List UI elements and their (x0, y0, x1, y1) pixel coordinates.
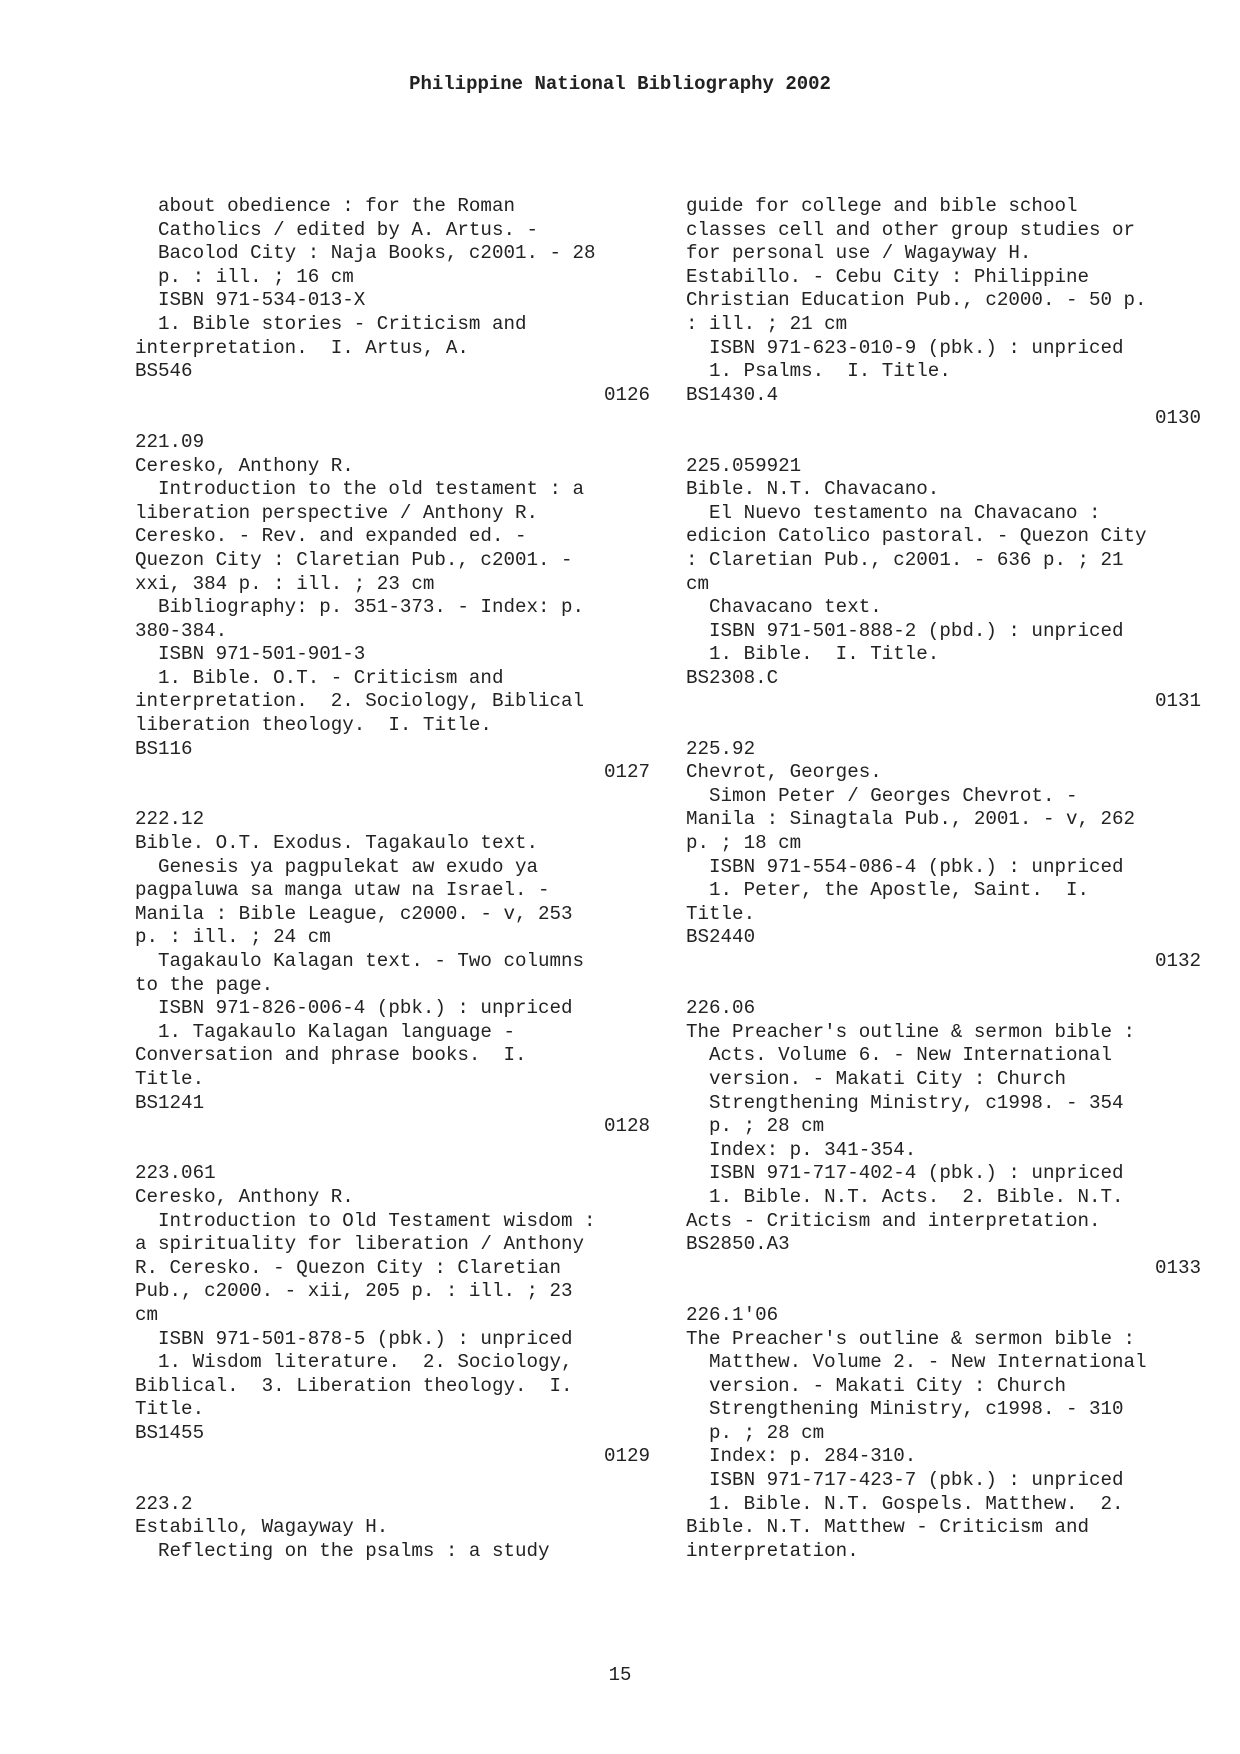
entry-text-line: 221.09 (135, 430, 205, 453)
entry-text-line: Conversation and phrase books. I. (135, 1044, 527, 1067)
entry-text-line: BS116 (135, 737, 193, 760)
entry-text-line: BS1241 (135, 1091, 205, 1114)
entry-text-line: El Nuevo testamento na Chavacano : (686, 501, 1101, 524)
entry-text-line: ISBN 971-554-086-4 (pbk.) : unpriced (686, 855, 1124, 878)
entry-text-line: Estabillo, Wagayway H. (135, 1516, 389, 1539)
entry-text-line: interpretation. I. Artus, A. (135, 336, 469, 359)
entry-text-line: Bacolod City : Naja Books, c2001. - 28 (135, 242, 596, 265)
entry-text-line: BS546 (135, 360, 193, 383)
entry-text-line: ISBN 971-717-423-7 (pbk.) : unpriced (686, 1469, 1124, 1492)
entry-text-line: 1. Bible. I. Title. (686, 643, 940, 666)
entry-text-line: 223.061 (135, 1162, 216, 1185)
entry-text-line: Ceresko, Anthony R. (135, 1185, 354, 1208)
entry-text-line: Christian Education Pub., c2000. - 50 p. (686, 289, 1147, 312)
right-column (686, 195, 1201, 1563)
blank-line (686, 974, 1201, 998)
entry-text-line: Tagakaulo Kalagan text. - Two columns (135, 950, 585, 972)
entry-text-line: 225.92 (686, 737, 756, 760)
blank-line (686, 431, 1201, 455)
entry-text-line: 226.06 (686, 997, 756, 1020)
entry-text-line: Bibliography: p. 351-373. - Index: p. (135, 596, 585, 619)
entry-text-line: interpretation. (686, 1539, 859, 1562)
entry-text-line: version. - Makati City : Church (686, 1374, 1066, 1397)
entry-text-line: 1. Bible stories - Criticism and (135, 312, 527, 335)
entry-text-line: xxi, 384 p. : ill. ; 23 cm (135, 572, 435, 595)
entry-text-line: Manila : Bible League, c2000. - v, 253 (135, 902, 573, 925)
entry-text-line: BS2308.C (686, 666, 779, 689)
entry-text-line: Matthew. Volume 2. - New International (686, 1351, 1147, 1374)
entry-text-line: interpretation. 2. Sociology, Biblical (135, 690, 585, 713)
entry-text-line: Quezon City : Claretian Pub., c2001. - (135, 548, 573, 571)
entry-text-line: Acts. Volume 6. - New International (686, 1044, 1113, 1067)
entry-text-line: ISBN 971-501-888-2 (pbd.) : unpriced (686, 619, 1124, 642)
entry-number: 0129 (603, 1445, 650, 1468)
entry-number: 0131 (1154, 690, 1201, 713)
entry-text-line: p. : ill. ; 16 cm (135, 265, 354, 288)
entry-text-line: 380-384. (135, 619, 228, 642)
entry-text-line: BS1430.4 (686, 383, 779, 406)
entry-text-line: p. ; 18 cm (686, 832, 802, 855)
entry-text-line: BS2850.A3 (686, 1233, 790, 1256)
entry-number: 0126 (603, 383, 650, 406)
entry-text-line: 1. Wisdom literature. 2. Sociology, (135, 1351, 573, 1374)
entry-text-line: Simon Peter / Georges Chevrot. - (686, 784, 1078, 807)
entry-text-line: Index: p. 341-354. (686, 1138, 917, 1161)
left-column (135, 195, 650, 1563)
entry-text-line: ISBN 971-501-878-5 (pbk.) : unpriced (135, 1327, 573, 1350)
entry-text-line: guide for college and bible school (686, 195, 1078, 217)
entry-text-line: : ill. ; 21 cm (686, 312, 848, 335)
entry-number: 0127 (603, 761, 650, 784)
entry-text-line: version. - Makati City : Church (686, 1067, 1066, 1090)
entry-text-line: Biblical. 3. Liberation theology. I. (135, 1374, 573, 1397)
entry-text-line: ISBN 971-717-402-4 (pbk.) : unpriced (686, 1162, 1124, 1185)
entry-text-line: 225.059921 (686, 454, 802, 477)
entry-text-line: : Claretian Pub., c2001. - 636 p. ; 21 (686, 548, 1124, 571)
entry-text-line: Ceresko, Anthony R. (135, 454, 354, 477)
entry-number: 0128 (603, 1115, 650, 1138)
entry-text-line: cm (135, 1303, 159, 1326)
entry-text-line: ISBN 971-826-006-4 (pbk.) : unpriced (135, 997, 573, 1020)
entry-text-line: 1. Bible. N.T. Acts. 2. Bible. N.T. (686, 1185, 1124, 1208)
blank-line (135, 785, 650, 809)
entry-text-line: 226.1'06 (686, 1303, 779, 1326)
entry-text-line: Estabillo. - Cebu City : Philippine (686, 265, 1090, 288)
entry-text-line: Acts - Criticism and interpretation. (686, 1209, 1101, 1232)
entry-text-line: ISBN 971-534-013-X (135, 289, 366, 312)
entry-text-line: Introduction to the old testament : a (135, 478, 585, 501)
blank-line (135, 1469, 650, 1493)
page-header-title: Philippine National Bibliography 2002 (409, 73, 831, 95)
entry-text-line: Chavacano text. (686, 596, 882, 619)
entry-text-line: Catholics / edited by A. Artus. - (135, 218, 539, 241)
entry-text-line: 1. Peter, the Apostle, Saint. I. (686, 879, 1090, 902)
entry-text-line: Reflecting on the psalms : a study (135, 1539, 550, 1562)
entry-text-line: liberation theology. I. Title. (135, 714, 492, 737)
entry-text-line: 1. Bible. O.T. - Criticism and (135, 666, 504, 689)
entry-text-line: about obedience : for the Roman (135, 195, 515, 217)
entry-text-line: p. : ill. ; 24 cm (135, 926, 331, 949)
blank-line (135, 1139, 650, 1163)
entry-text-line: Index: p. 284-310. (686, 1445, 917, 1468)
entry-text-line: 1. Bible. N.T. Gospels. Matthew. 2. (686, 1492, 1124, 1515)
blank-line (135, 407, 650, 431)
entry-text-line: 223.2 (135, 1492, 193, 1515)
entry-number: 0132 (1154, 950, 1201, 972)
entry-text-line: Ceresko. - Rev. and expanded ed. - (135, 525, 527, 548)
entry-text-line: R. Ceresko. - Quezon City : Claretian (135, 1256, 562, 1279)
blank-line (686, 1280, 1201, 1304)
entry-text-line: Bible. N.T. Matthew - Criticism and (686, 1516, 1090, 1539)
entry-text-line: p. ; 28 cm (686, 1421, 825, 1444)
entry-text-line: ISBN 971-501-901-3 (135, 643, 366, 666)
entry-text-line: Bible. O.T. Exodus. Tagakaulo text. (135, 832, 539, 855)
entry-text-line: to the page. (135, 973, 274, 996)
entry-text-line: BS2440 (686, 926, 756, 949)
entry-text-line: ISBN 971-623-010-9 (pbk.) : unpriced (686, 336, 1124, 359)
entry-text-line: Title. (135, 1398, 205, 1421)
entry-text-line: a spirituality for liberation / Anthony (135, 1233, 585, 1256)
entry-text-line: 222.12 (135, 808, 205, 831)
entry-text-line: Genesis ya pagpulekat aw exudo ya (135, 855, 539, 878)
entry-text-line: The Preacher's outline & sermon bible : (686, 1327, 1136, 1350)
page-number: 15 (608, 1664, 632, 1686)
entry-text-line: for personal use / Wagayway H. (686, 242, 1032, 265)
entry-text-line: edicion Catolico pastoral. - Quezon City (686, 525, 1147, 548)
entry-text-line: 1. Tagakaulo Kalagan language - (135, 1020, 515, 1043)
entry-text-line: The Preacher's outline & sermon bible : (686, 1020, 1136, 1043)
entry-text-line: cm (686, 572, 710, 595)
entry-text-line: Title. (135, 1067, 205, 1090)
entry-text-line: p. ; 28 cm (686, 1115, 825, 1138)
entry-text-line: Manila : Sinagtala Pub., 2001. - v, 262 (686, 808, 1136, 831)
entry-text-line: Title. (686, 902, 756, 925)
entry-number: 0130 (1154, 407, 1201, 430)
entry-text-line: 1. Psalms. I. Title. (686, 360, 951, 383)
entry-number: 0133 (1154, 1256, 1201, 1279)
entry-text-line: Strengthening Ministry, c1998. - 354 (686, 1091, 1124, 1114)
blank-line (686, 714, 1201, 738)
entry-text-line: classes cell and other group studies or (686, 218, 1136, 241)
entry-text-line: BS1455 (135, 1421, 205, 1444)
entry-text-line: pagpaluwa sa manga utaw na Israel. - (135, 879, 550, 902)
entry-text-line: Chevrot, Georges. (686, 761, 882, 784)
entry-text-line: Bible. N.T. Chavacano. (686, 478, 940, 501)
entry-text-line: Introduction to Old Testament wisdom : (135, 1209, 596, 1232)
entry-text-line: Pub., c2000. - xii, 205 p. : ill. ; 23 (135, 1280, 573, 1303)
entry-text-line: liberation perspective / Anthony R. (135, 501, 539, 524)
entry-text-line: Strengthening Ministry, c1998. - 310 (686, 1398, 1124, 1421)
